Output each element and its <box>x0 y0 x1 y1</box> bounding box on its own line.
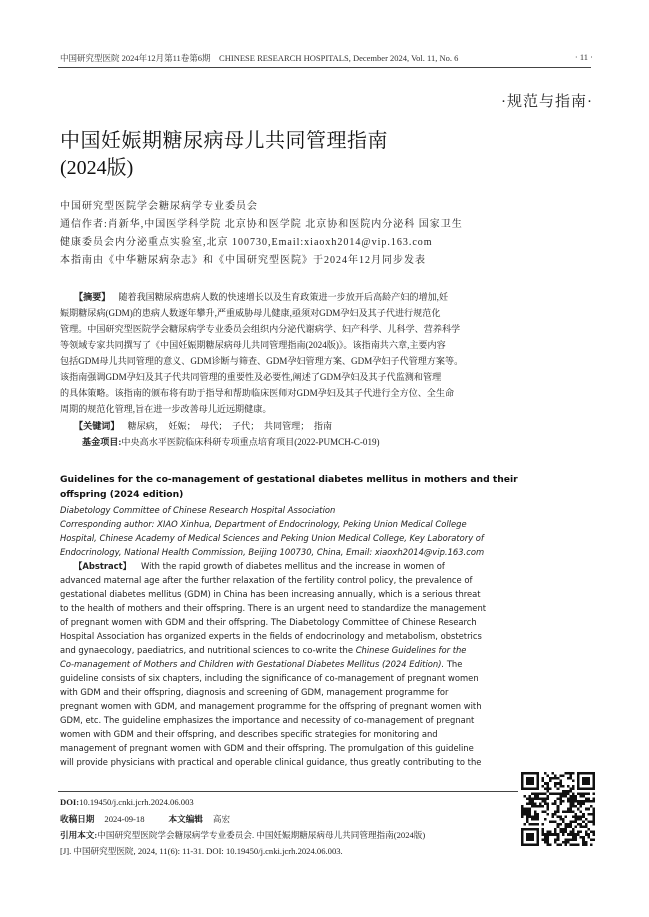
article-title-edition: (2024版) <box>60 157 134 179</box>
author-committee: 中国研究型医院学会糖尿病学专业委员会 <box>60 201 258 212</box>
english-title-line-2: offspring (2024 edition) <box>60 489 184 500</box>
doi-link[interactable]: 10.19450/j.cnki.jcrh.2024.06.003 <box>79 797 194 807</box>
doi-line <box>60 797 194 807</box>
abstract-cn-line-7: 的具体策略。该指南的颁布将有助于指导和帮助临床医师对GDM孕妇及其子代进行全方位、全生命 <box>60 388 455 398</box>
abstract-en-line-10: with GDM and their offspring, diagnosis and screening of GDM, management programme for <box>60 687 449 697</box>
abstract-cn-line-5: 包括GDM母儿共同管理的意义、GDM诊断与筛查、GDM孕妇管理方案、GDM孕妇子代管理方案等。 <box>60 356 464 366</box>
abstract-en-line-8: Co-management of Mothers and Children with Gestational Diabetes Mellitus (2024 Edition). The <box>60 659 463 669</box>
abstract-cn-line-1: 【摘要】 随着我国糖尿病患病人数的快速增长以及生育政策进一步放开后高龄产妇的增加,妊 <box>74 292 449 302</box>
corresponding-author-line-2: 健康委员会内分泌重点实验室,北京 100730,Email:xiaoxh2014@vip.163.com <box>60 237 433 248</box>
abstract-cn-line-4: 等领域专家共同撰写了《中国妊娠期糖尿病母儿共同管理指南(2024版)》。该指南共六章,主要内容 <box>60 340 446 350</box>
english-corresponding-line-3: Endocrinology, National Health Commission, Beijing 100730, China, Email: xiaoxh2014@vip.163.com <box>60 547 485 557</box>
keywords-cn: 【关键词】 糖尿病， 妊娠； 母代； 子代； 共同管理； 指南 <box>74 421 333 431</box>
abstract-cn-line-3: 管理。中国研究型医院学会糖尿病学专业委员会组织内分泌代谢病学、妇产科学、儿科学、营养科学 <box>60 324 461 334</box>
abstract-en-line-12: GDM, etc. The guideline emphasizes the importance and necessity of co-management of pregnant <box>60 715 475 725</box>
english-committee: Diabetology Committee of Chinese Research Hospital Association <box>60 505 336 515</box>
received-line: 收稿日期 2024-09-18 本文编辑 高宏 <box>60 814 231 824</box>
doi-label: DOI: <box>60 797 80 807</box>
citation-line-1: 引用本文:中国研究型医院学会糖尿病学专业委员会. 中国妊娠期糖尿病母儿共同管理指南(2024版) <box>60 830 426 840</box>
fund-cn-label: 基金项目: <box>82 437 122 447</box>
abstract-cn-line-8: 周期的规范化管理,旨在进一步改善母儿近远期健康。 <box>60 404 272 414</box>
article-title: 中国妊娠期糖尿病母儿共同管理指南 <box>60 130 388 152</box>
publication-note: 本指南由《中华糖尿病杂志》和《中国研究型医院》于2024年12月同步发表 <box>60 255 426 266</box>
english-corresponding-line-1: Corresponding author: XIAO Xinhua, Department of Endocrinology, Peking Union Medical College <box>60 519 467 529</box>
english-corresponding-line-2: Hospital, Chinese Academy of Medical Sciences and Peking Union Medical College, Key Laboratory of <box>60 533 484 543</box>
qr-code[interactable] <box>521 772 595 846</box>
footer-rule <box>58 791 518 792</box>
english-title-line-1: Guidelines for the co-management of gestational diabetes mellitus in mothers and their <box>60 474 518 485</box>
fund-cn: 基金项目:中央高水平医院临床科研专项重点培育项目(2022-PUMCH-C-019) <box>82 437 380 447</box>
abstract-en-label: 【Abstract】 <box>74 561 131 571</box>
abstract-en-line-13: women with GDM and their offspring, and describes specific strategies for monitoring and <box>60 729 438 739</box>
keywords-cn-label: 【关键词】 <box>74 421 120 431</box>
abstract-en-line-3: gestational diabetes mellitus (GDM) in China has been increasing annually, which is a serious threat <box>60 589 481 599</box>
abstract-en-line-5: of pregnant women with GDM and their offspring. The Diabetology Committee of Chinese Research <box>60 617 477 627</box>
abstract-en-line-2: advanced maternal age after the further relaxation of the fertility control policy, the prevalence of <box>60 575 473 585</box>
header-rule <box>58 67 591 68</box>
abstract-en-line-14: management of pregnant women with GDM and their offspring. The promulgation of this guideline <box>60 743 474 753</box>
abstract-en-line-15: will provide physicians with practical and operable clinical guidance, thus greatly contributing to the <box>60 757 482 767</box>
corresponding-author-line-1: 通信作者:肖新华,中国医学科学院 北京协和医学院 北京协和医院内分泌科 国家卫生 <box>60 219 463 230</box>
abstract-cn-label: 【摘要】 <box>74 292 111 302</box>
section-tag: ·规范与指南· <box>501 94 593 110</box>
abstract-en-line-6: Hospital Association has organized experts in the fields of endocrinology and metabolism, obstetrics <box>60 631 482 641</box>
abstract-en-line-4: to the health of mothers and their offspring. There is an urgent need to standardize the management <box>60 603 487 613</box>
abstract-cn-line-2: 娠期糖尿病(GDM)的患病人数逐年攀升,严重威胁母儿健康,亟须对GDM孕妇及其子代进行规范化 <box>60 308 441 318</box>
guideline-name-part-2: Co-management of Mothers and Children with Gestational Diabetes Mellitus (2024 Edition). <box>60 659 445 669</box>
abstract-en-line-7: and gynaecology, paediatrics, and nutritional sciences to co-write the Chinese Guidelines for the <box>60 645 467 655</box>
abstract-en-line-9: guideline consists of six chapters, including the significance of co-management of pregnant women <box>60 673 479 683</box>
citation-line-2: [J]. 中国研究型医院, 2024, 11(6): 11-31. DOI: 10.19450/j.cnki.jcrh.2024.06.003. <box>60 846 343 856</box>
abstract-cn-line-6: 该指南强调GDM孕妇及其子代共同管理的重要性及必要性,阐述了GDM孕妇及其子代监测和管理 <box>60 372 442 382</box>
page-number: · 11 · <box>574 52 593 62</box>
running-header: 中国研究型医院 2024年12月第11卷第6期 CHINESE RESEARCH HOSPITALS, December 2024, Vol. 11, No. 6 <box>60 53 459 63</box>
abstract-en-line-11: pregnant women with GDM, and management programme for the offspring of pregnant women with <box>60 701 482 711</box>
guideline-name-part-1: Chinese Guidelines for the <box>355 645 467 655</box>
abstract-en-line-1: 【Abstract】 With the rapid growth of diabetes mellitus and the increase in women of <box>74 561 445 571</box>
